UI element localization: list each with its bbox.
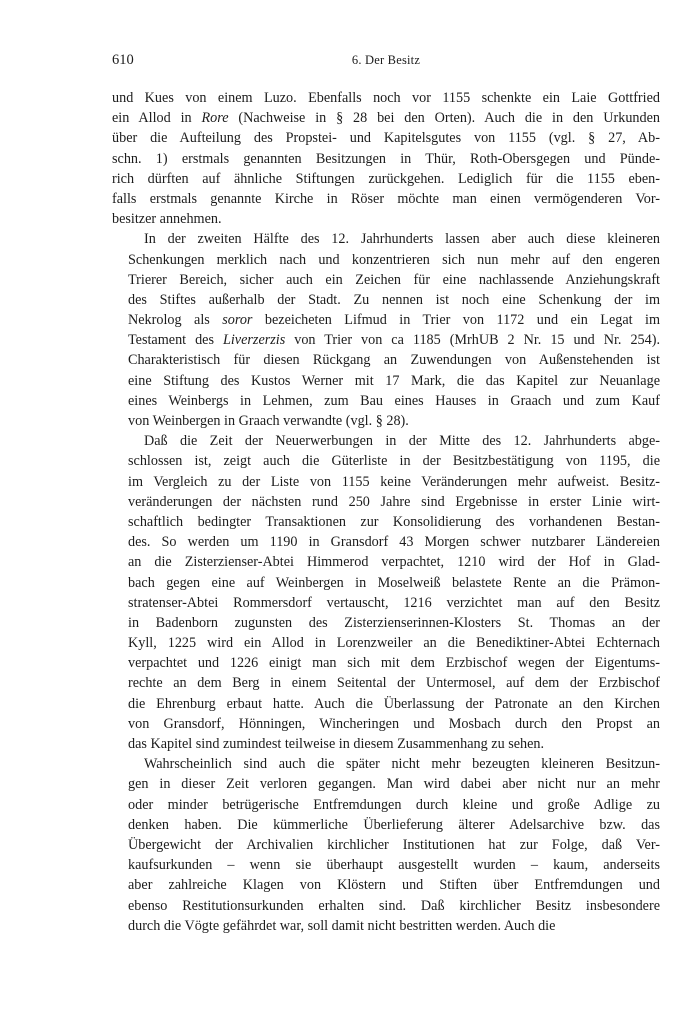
text-line: und Kues von einem Luzo. Ebenfalls noch vor 1155 schenkte ein Laie Gottfried: [112, 90, 660, 106]
text-line: Charakteristisch für diesen Rückgang an Zuwendungen von Außenstehenden ist: [128, 352, 660, 369]
text-line: eine Stiftung des Kustos Werner mit 17 Mark, die das Kapitel zur Neuanlage: [128, 372, 660, 389]
paragraph: [112, 229, 660, 431]
text-line: Wahrscheinlich sind auch die später nicht mehr bezeugten kleineren Besitzun-: [144, 756, 660, 773]
text-line: bach gegen eine auf Weinbergen in Moselweiß belastete Rente an die Prämon-: [128, 574, 660, 591]
text-line: ebenso Restitutionsurkunden erhalten sind. Daß kirchlicher Besitz insbesondere: [128, 897, 660, 914]
body-text: [112, 88, 660, 936]
text-line: Testament des Liverzerzis von Trier von ca 1185 (MrhUB 2 Nr. 15 und Nr. 254).: [128, 332, 660, 349]
text-line: Nekrolog als soror bezeicheten Lifmud in Trier von 1172 und ein Legat im: [128, 312, 660, 329]
text-line: besitzer annehmen.: [112, 211, 222, 228]
text-line: Daß die Zeit der Neuerwerbungen in der Mitte des 12. Jahrhunderts abge-: [144, 433, 660, 450]
text-line: rich dürften auf ähnliche Stiftungen zurückgehen. Lediglich für die 1155 eben-: [112, 170, 660, 187]
text-line: in Badenborn zugunsten des Zisterzienserinnen-Klosters St. Thomas an der: [128, 614, 660, 631]
text-line: stratenser-Abtei Rommersdorf vertauscht, 1216 verzichtet man auf den Besitz: [128, 594, 660, 611]
text-line: von Gransdorf, Hönningen, Wincheringen und Mosbach durch den Propst an: [128, 715, 660, 732]
text-line: schlossen ist, zeigt auch die Güterliste in der Besitzbestätigung von 1195, die: [128, 453, 660, 470]
text-line: an die Zisterzienser-Abtei Himmerod verpachtet, 1210 wird der Hof in Glad-: [128, 554, 660, 571]
text-line: Übergewicht der Archivalien kirchlicher Institutionen hat zur Folge, daß Ver-: [128, 836, 660, 853]
text-line: veränderungen der nächsten rund 250 Jahre sind Ergebnisse in erster Linie wirt-: [128, 493, 660, 510]
text-line: des Stiftes außerhalb der Stadt. Zu nennen ist noch eine Schenkung der im: [128, 291, 660, 308]
text-line: durch die Vögte gefährdet war, soll damit nicht bestritten werden. Auch die: [128, 917, 556, 934]
paragraph: [112, 754, 660, 936]
text-line: im Vergleich zu der Liste von 1155 keine Veränderungen mehr aufweist. Besitz-: [128, 473, 660, 490]
page-number: 610: [112, 52, 134, 68]
page-header: [112, 52, 660, 76]
paragraph: [112, 431, 660, 754]
text-line: gen in dieser Zeit verloren gegangen. Man wird dabei aber nicht nur an mehr: [128, 776, 660, 793]
text-line: eines Weinbergs in Lehmen, zum Bau eines Hauses in Graach und zum Kauf: [128, 392, 660, 409]
text-line: In der zweiten Hälfte des 12. Jahrhunderts lassen aber auch diese kleineren: [144, 231, 660, 248]
book-page: [112, 52, 660, 936]
text-line: schn. 1) erstmals genannten Besitzungen in Thür, Roth-Obersgegen und Pünde-: [112, 150, 660, 167]
text-line: Kyll, 1225 wird ein Allod in Lorenzweiler an die Benediktiner-Abtei Echternach: [128, 635, 660, 652]
running-head: 6. Der Besitz: [351, 53, 421, 67]
text-line: Schenkungen merklich nach und konzentrieren sich nun mehr auf den engeren: [128, 251, 660, 268]
text-line: kaufsurkunden – wenn sie überhaupt ausgestellt wurden – kaum, anderseits: [128, 857, 660, 874]
text-line: verpachtet und 1226 einigt man sich mit dem Erzbischof wegen der Eigentums-: [128, 655, 660, 672]
text-line: denken haben. Die kümmerliche Überlieferung älterer Adelsarchive bzw. das: [128, 816, 660, 833]
text-line: oder minder betrügerische Entfremdungen durch kleine und große Adlige zu: [128, 796, 660, 813]
text-line: über die Aufteilung des Propstei- und Kapitelsgutes von 1155 (vgl. § 27, Ab-: [112, 130, 660, 147]
text-line: Trierer Bereich, sicher auch ein Zeichen für eine nachlassende Anziehungskraft: [128, 271, 660, 288]
text-line: falls erstmals genannte Kirche in Röser möchte man einen vermögenderen Vor-: [112, 190, 660, 207]
text-line: von Weinbergen in Graach verwandte (vgl. § 28).: [128, 413, 409, 429]
text-line: die Ehrenburg erbaut hatte. Auch die Überlassung der Patronate an den Kirchen: [128, 695, 660, 712]
text-line: das Kapitel sind zumindest teilweise in diesem Zusammenhang zu sehen.: [128, 736, 545, 752]
text-line: ein Allod in Rore (Nachweise in § 28 bei den Orten). Auch die in den Urkunden: [112, 110, 660, 127]
text-line: schaftlich bedingter Transaktionen zur Konsolidierung des vorhandenen Bestan-: [128, 513, 660, 530]
text-line: des. So werden um 1190 in Gransdorf 43 Morgen schwer nutzbarer Ländereien: [128, 534, 660, 551]
paragraph: [112, 88, 660, 229]
text-line: aber zahlreiche Klagen von Klöstern und Stiften über Entfremdungen und: [128, 877, 660, 894]
text-line: rechte an dem Berg in einem Seitental der Untermosel, auf dem der Erzbischof: [128, 675, 660, 692]
